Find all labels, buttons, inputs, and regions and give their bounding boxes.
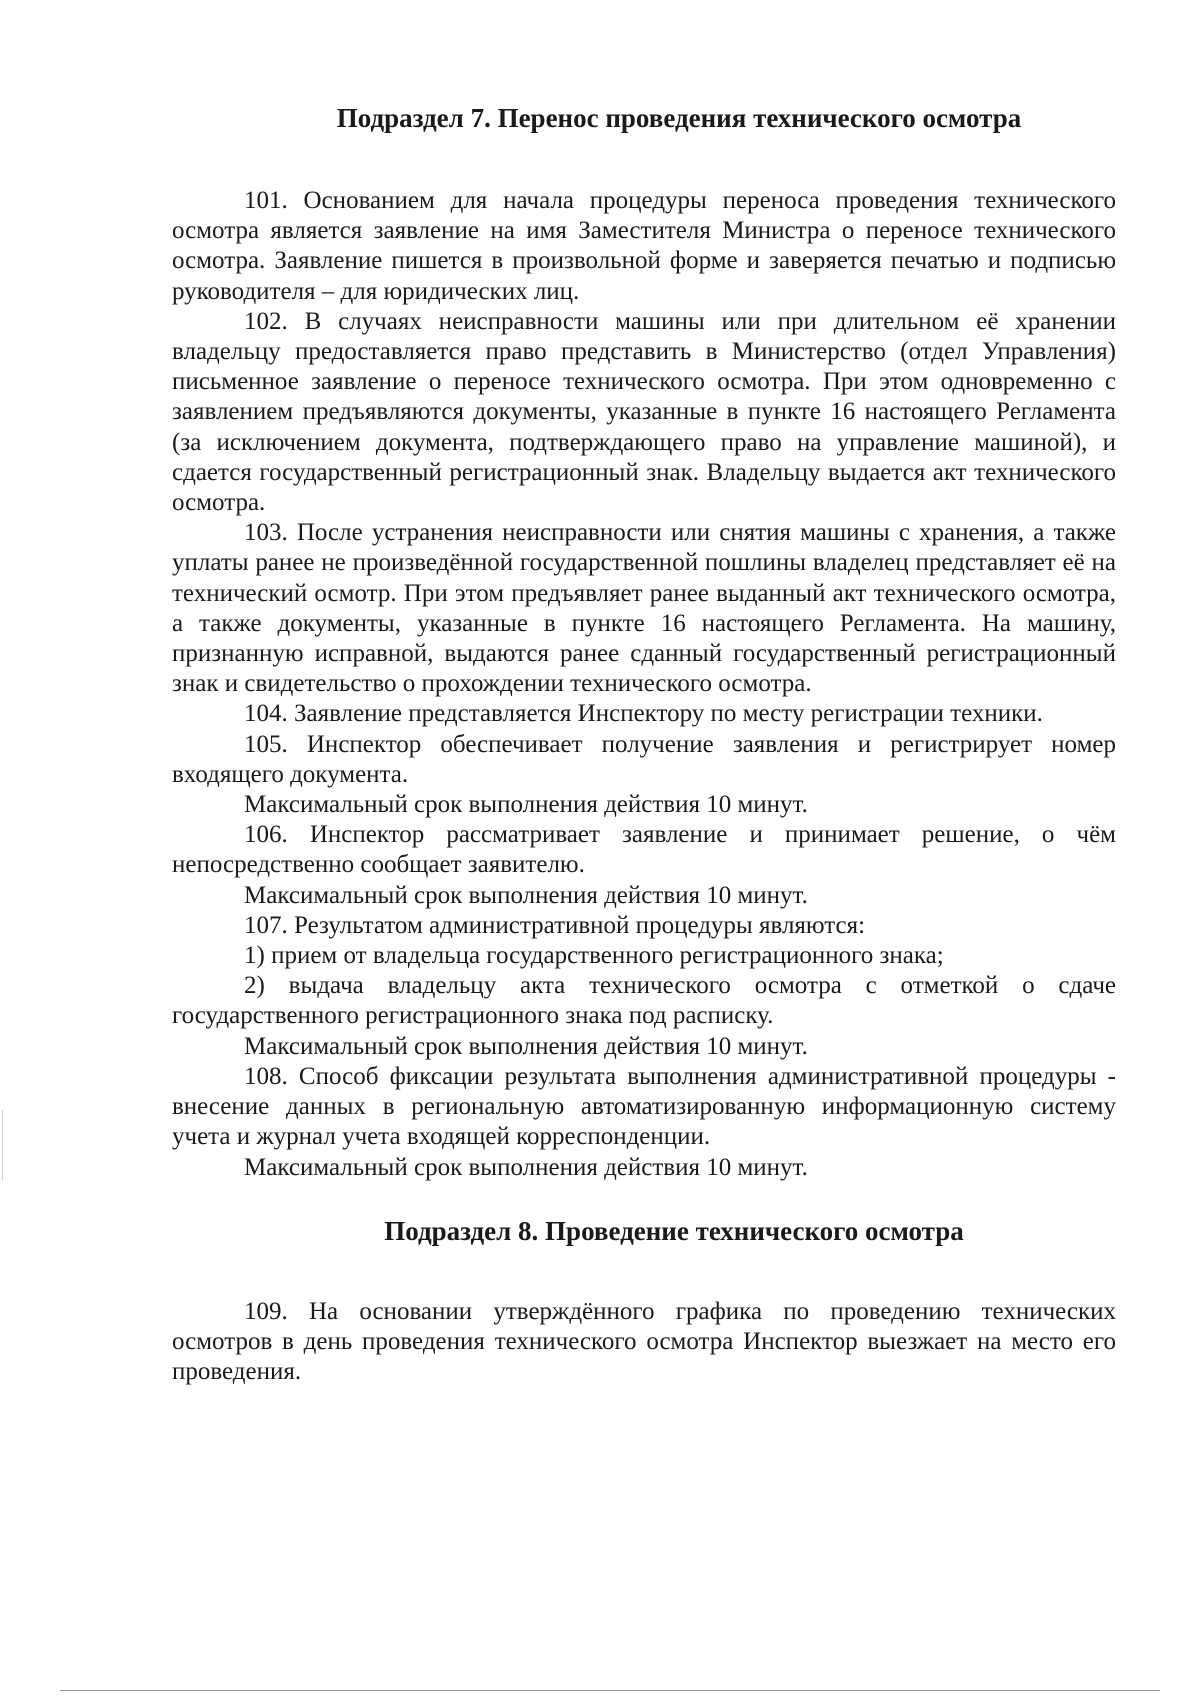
- section-7-heading: Подраздел 7. Перенос проведения технического осмотра: [336, 103, 1022, 133]
- paragraph-106: 106. Инспектор рассматривает заявление и принимает решение, о чём непосредственно сообщает заявителю.: [172, 821, 1116, 879]
- scan-edge-mark: [2, 1110, 3, 1180]
- paragraph-104: 104. Заявление представляется Инспектору по месту регистрации техники.: [244, 700, 1043, 728]
- time-limit-note: Максимальный срок выполнения действия 10 минут.: [244, 1153, 808, 1181]
- section-8-heading: Подраздел 8. Проведение технического осмотра: [384, 1215, 964, 1246]
- time-limit-note: Максимальный срок выполнения действия 10 минут.: [244, 1032, 808, 1060]
- paragraph-109: 109. На основании утверждённого графика по проведению технических осмотров в день проведения технического осмотра Инспектор выезжает на место его проведения.: [172, 1297, 1116, 1386]
- paragraph-105: 105. Инспектор обеспечивает получение заявления и регистрирует номер входящего документа.: [172, 730, 1116, 788]
- time-limit-note: Максимальный срок выполнения действия 10 минут.: [244, 791, 808, 819]
- paragraph-101: 101. Основанием для начала процедуры переноса проведения технического осмотра является заявление на имя Заместителя Министра о переносе технического осмотра. Заявление пишется в произвольной форме и заверяется печатью и подписью руководителя – для юридических лиц.: [172, 187, 1116, 305]
- list-item-1: 1) прием от владельца государственного регистрационного знака;: [244, 942, 944, 970]
- scan-bottom-edge: [60, 1690, 1160, 1691]
- paragraph-102: 102. В случаях неисправности машины или при длительном её хранении владельцу предоставляется право представить в Министерство (отдел Управления) письменное заявление о переносе технического осмотра. При этом одновременно с заявлением предъявляются документы, указанные в пункте 16 настоящего Регламента (за исключением документа, подтверждающего право на управление машиной), и сдается государственный регистрационный знак. Владельцу выдается акт технического осмотра.: [172, 307, 1116, 517]
- time-limit-note: Максимальный срок выполнения действия 10 минут.: [244, 881, 808, 909]
- document-body: [172, 102, 1116, 1387]
- paragraph-103: 103. После устранения неисправности или снятия машины с хранения, а также уплаты ранее не произведённой государственной пошлины владелец представляет её на технический осмотр. При этом предъявляет ранее выданный акт технического осмотра, а также документы, указанные в пункте 16 настоящего Регламента. На машину, признанную исправной, выдаются ранее сданный государственный регистрационный знак и свидетельство о прохождении технического осмотра.: [172, 519, 1116, 698]
- paragraph-107: 107. Результатом административной процедуры являются:: [244, 911, 866, 939]
- paragraph-108: 108. Способ фиксации результата выполнения административной процедуры - внесение данных в региональную автоматизированную информационную систему учета и журнал учета входящей корреспонденции.: [172, 1062, 1116, 1151]
- list-item-2: 2) выдача владельцу акта технического осмотра с отметкой о сдаче государственного регистрационного знака под расписку.: [172, 972, 1116, 1030]
